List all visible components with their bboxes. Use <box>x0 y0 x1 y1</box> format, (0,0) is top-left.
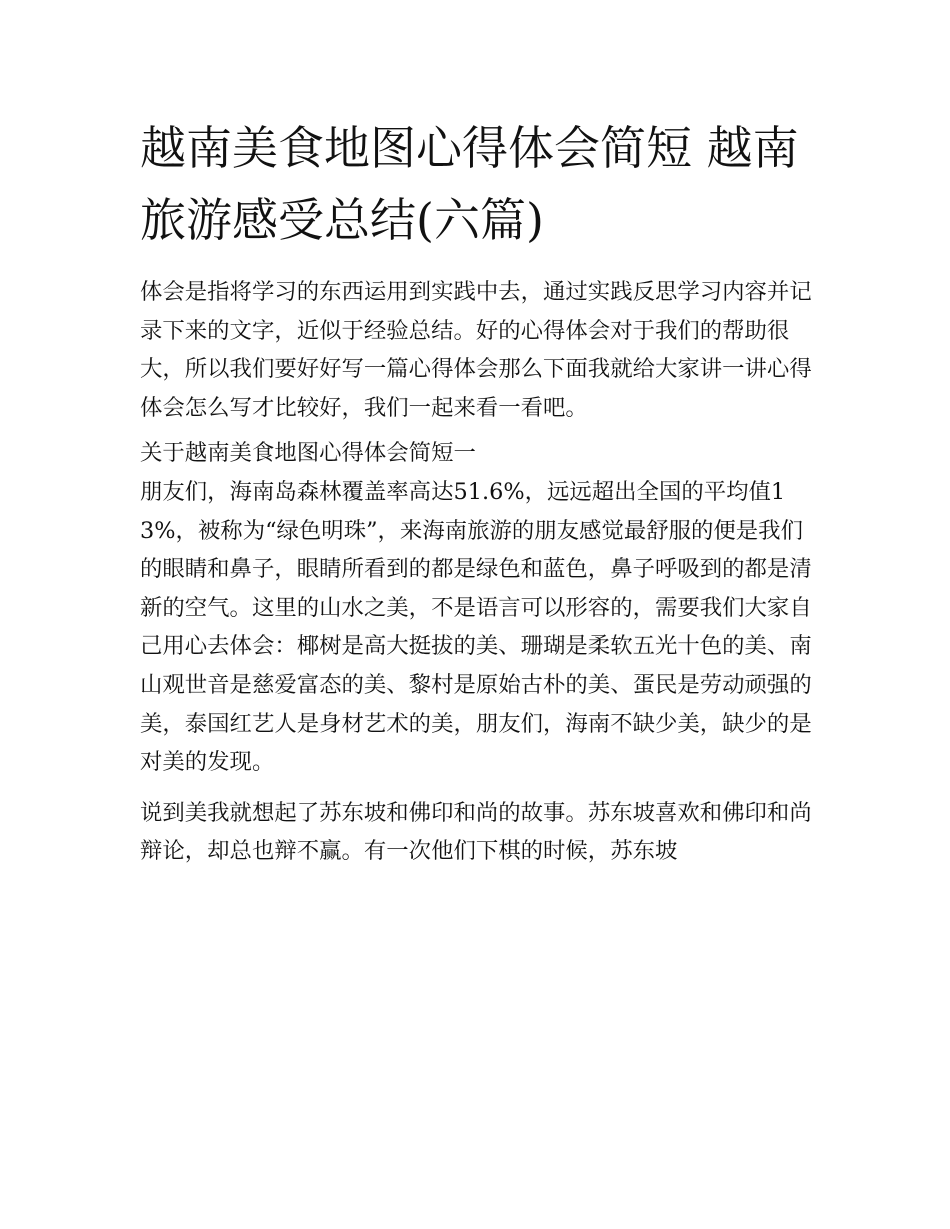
document-content <box>140 112 812 871</box>
document-title: 越南美食地图心得体会简短 越南旅游感受总结(六篇) <box>140 121 799 247</box>
section-heading: 关于越南美食地图心得体会简短一 <box>140 440 476 467</box>
intro-paragraph: 体会是指将学习的东西运用到实践中去，通过实践反思学习内容并记录下来的文字，近似于经验总结。好的心得体会对于我们的帮助很大，所以我们要好好写一篇心得体会那么下面我就给大家讲一讲心得体会怎么写才比较好，我们一起来看一看吧。 <box>140 279 812 421</box>
body-paragraph-1: 朋友们，海南岛森林覆盖率高达51.6%，远远超出全国的平均值13%，被称为“绿色明珠”，来海南旅游的朋友感觉最舒服的便是我们的眼睛和鼻子，眼睛所看到的都是绿色和蓝色，鼻子呼吸到的都是清新的空气。这里的山水之美，不是语言可以形容的，需要我们大家自己用心去体会：椰树是高大挺拔的美、珊瑚是柔软五光十色的美、南山观世音是慈爱富态的美、黎村是原始古朴的美、蛋民是劳动顽强的美，泰国红艺人是身材艺术的美，朋友们，海南不缺少美，缺少的是对美的发现。 <box>140 478 812 776</box>
body-paragraph-2: 说到美我就想起了苏东坡和佛印和尚的故事。苏东坡喜欢和佛印和尚辩论，却总也辩不赢。有一次他们下棋的时候，苏东坡 <box>140 799 812 865</box>
